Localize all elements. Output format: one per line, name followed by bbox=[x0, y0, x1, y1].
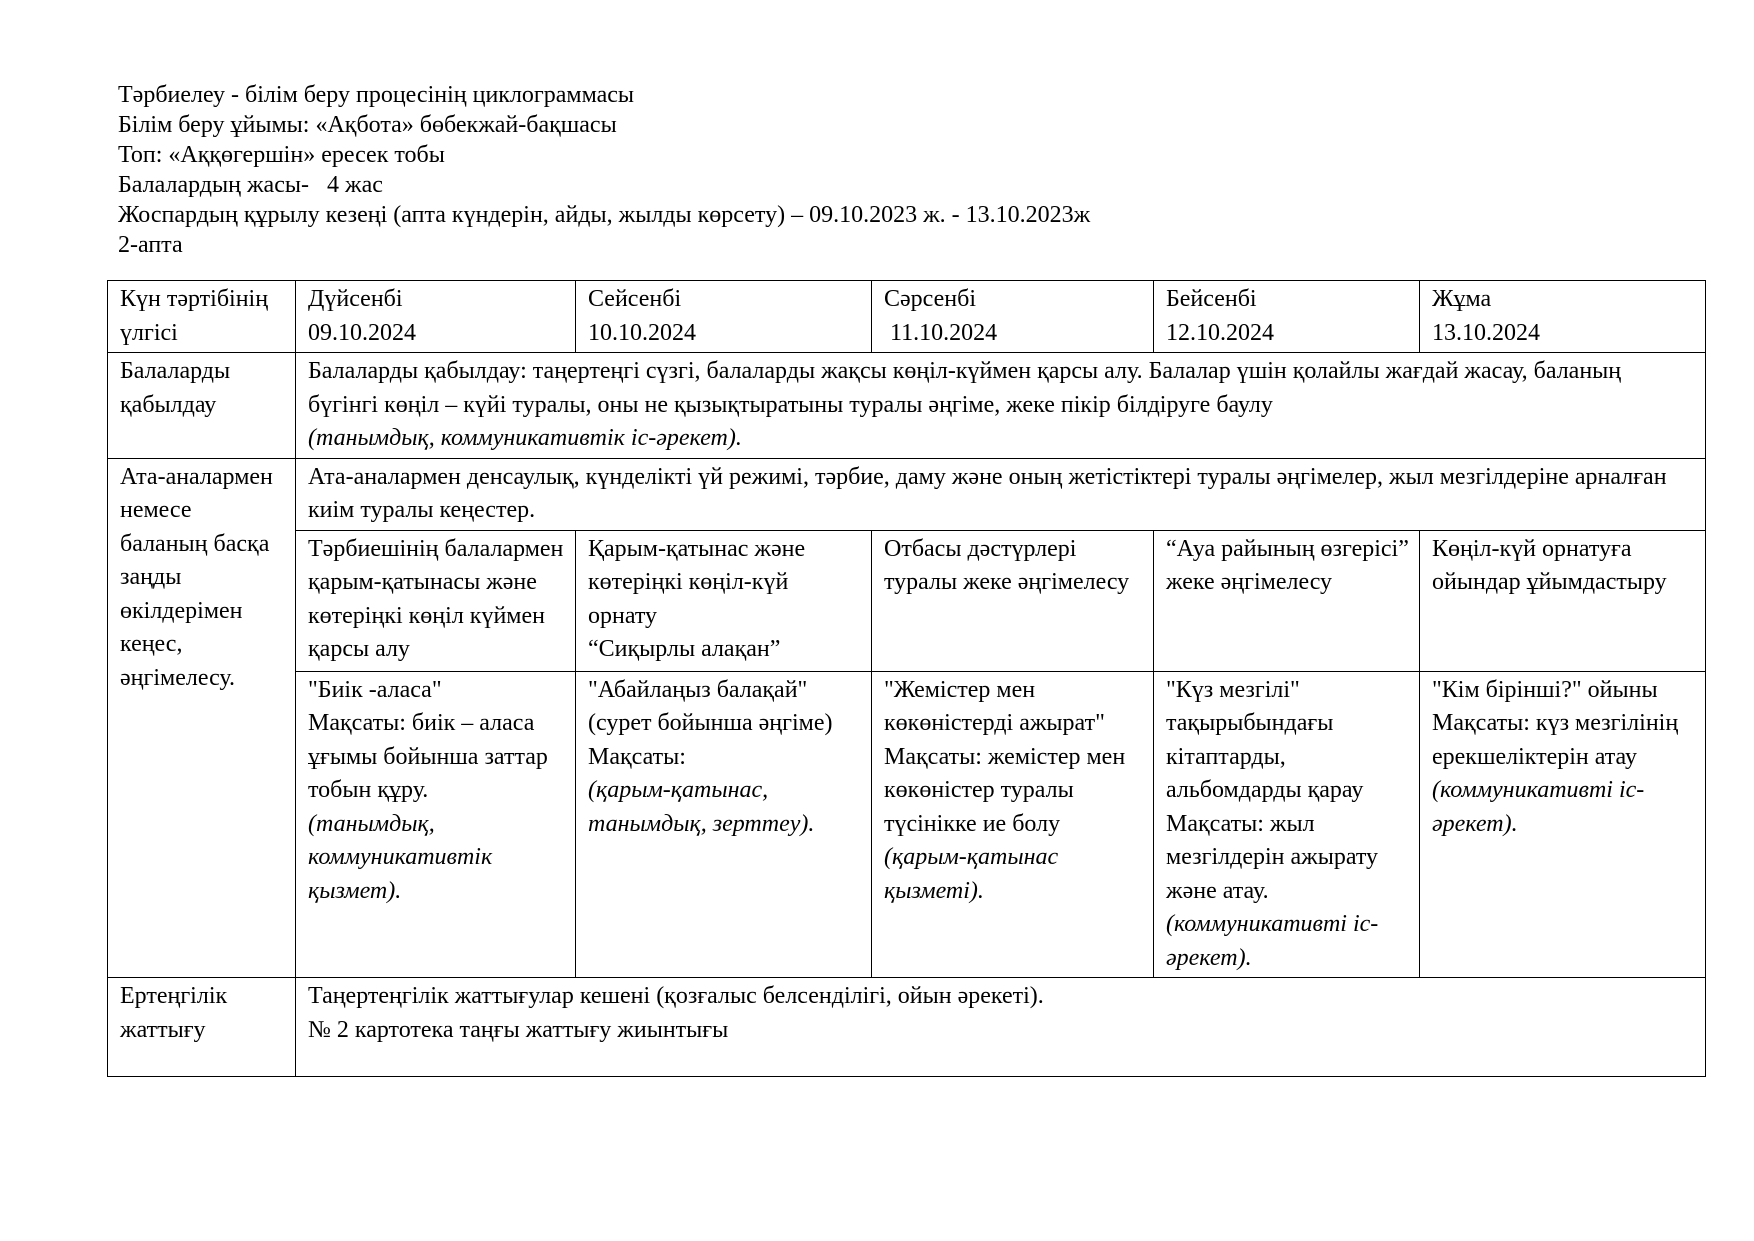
parents-label: Ата-аналармен немесе баланың басқа заңды өкілдерімен кеңес, әңгімелесу. bbox=[108, 458, 296, 978]
game-friday: "Кім бірінші?" ойыны Мақсаты: күз мезгілінің ерекшеліктерін атау (коммуникативті іс-әрекет). bbox=[1420, 671, 1706, 978]
header-row bbox=[108, 281, 1706, 353]
day-header-tuesday: Сейсенбі 10.10.2024 bbox=[576, 281, 872, 353]
parents-row bbox=[108, 458, 1706, 530]
game-thursday: "Күз мезгілі" тақырыбындағы кітаптарды, альбомдарды қарау Мақсаты: жыл мезгілдерін ажырату және атау. (коммуникативті іс-әрекет). bbox=[1154, 671, 1420, 978]
parents-topics-row bbox=[108, 530, 1706, 671]
topic-wednesday: Отбасы дәстүрлері туралы жеке әңгімелесу bbox=[872, 530, 1154, 671]
game-tuesday: "Абайлаңыз балақай" (сурет бойынша әңгіме) Мақсаты: (қарым-қатынас, танымдық, зерттеу). bbox=[576, 671, 872, 978]
topic-monday: Тәрбиешінің балалармен қарым-қатынасы және көтеріңкі көңіл күймен қарсы алу bbox=[296, 530, 576, 671]
reception-label: Балаларды қабылдау bbox=[108, 353, 296, 459]
group-line: Топ: «Аққөгершін» ересек тобы bbox=[118, 142, 445, 168]
exercise-content: Таңертеңгілік жаттығулар кешені (қозғалыс белсенділігі, ойын әрекеті). № 2 картотека таңғы жаттығу жиынтығы bbox=[296, 978, 1706, 1077]
game-wednesday: "Жемістер мен көкөністерді ажырат" Мақсаты: жемістер мен көкөністер туралы түсінікке ие болу (қарым-қатынас қызметі). bbox=[872, 671, 1154, 978]
day-header-friday: Жұма 13.10.2024 bbox=[1420, 281, 1706, 353]
exercise-label: Ертеңгілік жаттығу bbox=[108, 978, 296, 1077]
document-header bbox=[118, 80, 1090, 260]
exercise-row bbox=[108, 978, 1706, 1077]
day-header-monday: Дүйсенбі 09.10.2024 bbox=[296, 281, 576, 353]
cyclogram-table bbox=[107, 280, 1706, 1077]
topic-thursday: “Ауа райының өзгерісі” жеке әңгімелесу bbox=[1154, 530, 1420, 671]
topic-friday: Көңіл-күй орнатуға ойындар ұйымдастыру bbox=[1420, 530, 1706, 671]
reception-row bbox=[108, 353, 1706, 459]
parents-general-content: Ата-аналармен денсаулық, күнделікті үй режимі, тәрбие, даму және оның жетістіктері туралы әңгімелер, жыл мезгілдеріне арналған киім туралы кеңестер. bbox=[296, 458, 1706, 530]
organization-line: Білім беру ұйымы: «Ақбота» бөбекжай-бақшасы bbox=[118, 112, 617, 138]
topic-tuesday: Қарым-қатынас және көтеріңкі көңіл-күй орнату “Сиқырлы алақан” bbox=[576, 530, 872, 671]
reception-content: Балаларды қабылдау: таңертеңгі сүзгі, балаларды жақсы көңіл-күймен қарсы алу. Балалар үшін қолайлы жағдай жасау, баланың бүгінгі көңіл – күйі туралы, оны не қызықтыратыны туралы әңгіме, жеке пікір білдіруге баулу (танымдық, коммуникативтік іс-әрекет). bbox=[296, 353, 1706, 459]
schedule-header-cell: Күн тәртібінің үлгісі bbox=[108, 281, 296, 353]
day-header-wednesday: Сәрсенбі 11.10.2024 bbox=[872, 281, 1154, 353]
game-monday: "Биік -аласа" Мақсаты: биік – аласа ұғымы бойынша заттар тобын құру. (танымдық, коммуникативтік қызмет). bbox=[296, 671, 576, 978]
games-row bbox=[108, 671, 1706, 978]
doc-title: Тәрбиелеу - білім беру процесінің циклограммасы bbox=[118, 82, 635, 108]
day-header-thursday: Бейсенбі 12.10.2024 bbox=[1154, 281, 1420, 353]
plan-period-line: Жоспардың құрылу кезеңі (апта күндерін, айды, жылды көрсету) – 09.10.2023 ж. - 13.10.2023ж bbox=[118, 202, 1091, 228]
age-line: Балалардың жасы- 4 жас bbox=[118, 172, 383, 198]
week-line: 2-апта bbox=[118, 232, 183, 258]
